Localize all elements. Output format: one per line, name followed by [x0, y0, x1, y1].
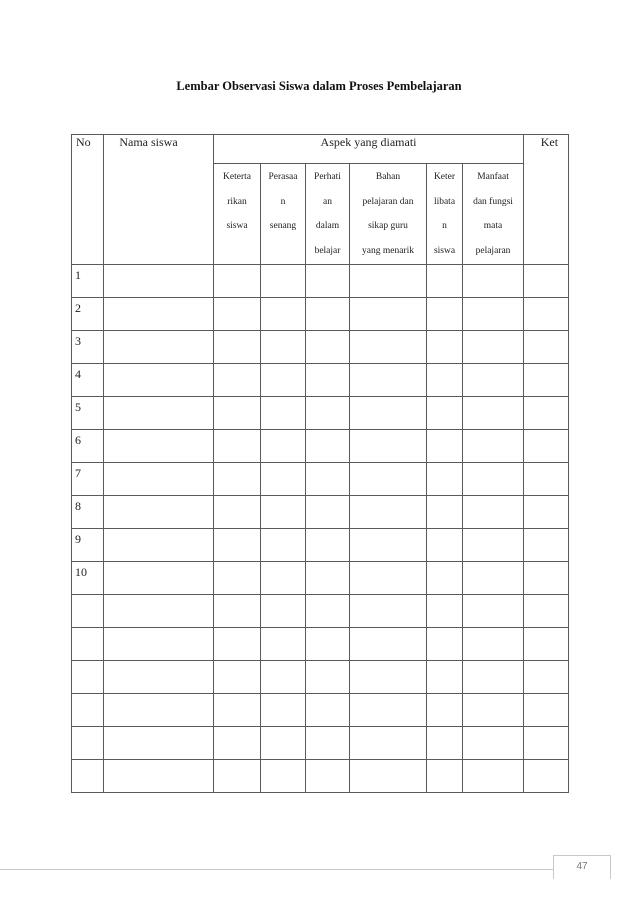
table-cell [306, 331, 350, 364]
table-cell [463, 463, 524, 496]
table-cell [104, 628, 214, 661]
table-cell [524, 562, 569, 595]
table-cell [463, 595, 524, 628]
aspect-header-line: sikap guru [368, 221, 408, 231]
row-number: 10 [72, 562, 104, 595]
table-cell [350, 298, 427, 331]
table-cell [350, 760, 427, 793]
table-row [72, 595, 569, 628]
table-cell [524, 595, 569, 628]
table-cell [214, 364, 261, 397]
table-cell [350, 628, 427, 661]
table-row [72, 463, 569, 496]
table-row [72, 661, 569, 694]
table-cell [463, 430, 524, 463]
table-row [72, 331, 569, 364]
aspect-header-line: dalam [315, 221, 340, 231]
table-cell [261, 628, 306, 661]
table-cell [350, 694, 427, 727]
table-cell [306, 463, 350, 496]
table-cell [463, 265, 524, 298]
table-cell [306, 397, 350, 430]
page-number: 47 [553, 855, 611, 879]
aspect-header-2 [261, 164, 306, 265]
table-cell [427, 463, 463, 496]
table-cell [524, 463, 569, 496]
table-cell [261, 595, 306, 628]
table-cell [306, 727, 350, 760]
table-cell [306, 265, 350, 298]
table-cell [463, 661, 524, 694]
table-cell [261, 496, 306, 529]
table-row [72, 397, 569, 430]
table-row [72, 694, 569, 727]
table-cell [306, 562, 350, 595]
aspect-header-line: Keter [433, 172, 456, 182]
aspect-header-line: Manfaat [477, 172, 509, 182]
table-cell [261, 760, 306, 793]
row-number [72, 727, 104, 760]
aspect-header-line: n [442, 221, 447, 231]
table-cell [427, 661, 463, 694]
row-number: 3 [72, 331, 104, 364]
table-cell [524, 397, 569, 430]
row-number: 8 [72, 496, 104, 529]
table-cell [350, 595, 427, 628]
row-number: 1 [72, 265, 104, 298]
aspect-header-line: pelajaran [475, 245, 511, 256]
table-cell [427, 496, 463, 529]
table-cell [524, 331, 569, 364]
table-cell [427, 595, 463, 628]
table-cell [261, 694, 306, 727]
aspect-header-6 [463, 164, 524, 265]
table-cell [306, 694, 350, 727]
table-cell [350, 463, 427, 496]
row-number [72, 628, 104, 661]
table-cell [261, 562, 306, 595]
table-cell [104, 364, 214, 397]
row-number: 4 [72, 364, 104, 397]
table-cell [463, 628, 524, 661]
header-aspek: Aspek yang diamati [214, 135, 524, 164]
table-cell [214, 694, 261, 727]
aspect-header-line: n [280, 196, 286, 207]
table-cell [427, 364, 463, 397]
table-cell [104, 562, 214, 595]
table-cell [524, 265, 569, 298]
aspect-header-line: pelajaran dan [362, 196, 414, 207]
table-row [72, 562, 569, 595]
table-cell [463, 496, 524, 529]
table-row [72, 364, 569, 397]
aspect-header-line: siswa [226, 221, 248, 231]
table-cell [427, 628, 463, 661]
table-cell [306, 496, 350, 529]
table-cell [427, 727, 463, 760]
table-cell [524, 364, 569, 397]
aspect-header-line: siswa [433, 245, 456, 256]
aspect-header-line: belajar [314, 245, 341, 256]
table-cell [427, 760, 463, 793]
table-cell [463, 298, 524, 331]
table-cell [261, 727, 306, 760]
table-cell [463, 562, 524, 595]
table-cell [463, 397, 524, 430]
table-cell [350, 430, 427, 463]
table-cell [427, 529, 463, 562]
table-cell [427, 298, 463, 331]
table-cell [214, 463, 261, 496]
table-cell [214, 331, 261, 364]
aspect-header-line: yang menarik [362, 245, 414, 256]
row-number [72, 694, 104, 727]
table-cell [104, 397, 214, 430]
table-cell [427, 562, 463, 595]
table-cell [261, 463, 306, 496]
table-cell [350, 529, 427, 562]
table-cell [524, 496, 569, 529]
aspect-header-line: rikan [227, 196, 247, 207]
table-cell [350, 397, 427, 430]
table-cell [261, 364, 306, 397]
table-cell [214, 595, 261, 628]
table-cell [350, 562, 427, 595]
aspect-header-4 [350, 164, 427, 265]
row-number [72, 760, 104, 793]
table-cell [104, 727, 214, 760]
table-cell [427, 397, 463, 430]
table-cell [463, 760, 524, 793]
table-cell [214, 430, 261, 463]
aspect-header-3 [306, 164, 350, 265]
header-ket: Ket [524, 135, 569, 265]
table-cell [524, 430, 569, 463]
header-nama-siswa: Nama siswa [104, 135, 214, 265]
table-cell [104, 661, 214, 694]
table-cell [104, 331, 214, 364]
row-number: 6 [72, 430, 104, 463]
table-cell [306, 298, 350, 331]
table-cell [104, 496, 214, 529]
table-row [72, 265, 569, 298]
table-cell [214, 496, 261, 529]
row-number: 5 [72, 397, 104, 430]
table-cell [104, 298, 214, 331]
header-row [72, 135, 569, 164]
table-cell [214, 529, 261, 562]
table-cell [427, 694, 463, 727]
table-cell [350, 727, 427, 760]
table-cell [306, 529, 350, 562]
table-cell [350, 496, 427, 529]
table-cell [306, 430, 350, 463]
table-cell [214, 760, 261, 793]
table-row [72, 529, 569, 562]
table-cell [524, 661, 569, 694]
table-cell [306, 364, 350, 397]
table-cell [261, 529, 306, 562]
aspect-header-5 [427, 164, 463, 265]
aspect-header-line: libata [433, 196, 456, 207]
table-cell [427, 430, 463, 463]
table-cell [261, 397, 306, 430]
table-row [72, 760, 569, 793]
table-cell [306, 595, 350, 628]
table-cell [214, 628, 261, 661]
table-cell [427, 265, 463, 298]
table-cell [524, 760, 569, 793]
row-number [72, 661, 104, 694]
table-cell [350, 265, 427, 298]
table-cell [214, 397, 261, 430]
row-number: 2 [72, 298, 104, 331]
table-cell [261, 430, 306, 463]
table-cell [524, 694, 569, 727]
table-cell [524, 628, 569, 661]
table-cell [104, 430, 214, 463]
table-cell [463, 364, 524, 397]
aspect-header-1 [214, 164, 261, 265]
table-cell [463, 727, 524, 760]
table-cell [524, 727, 569, 760]
table-row [72, 727, 569, 760]
table-cell [463, 331, 524, 364]
table-cell [463, 694, 524, 727]
row-number: 9 [72, 529, 104, 562]
row-number: 7 [72, 463, 104, 496]
footer-divider [0, 869, 553, 870]
table-cell [306, 661, 350, 694]
table-cell [214, 265, 261, 298]
table-cell [261, 661, 306, 694]
aspect-header-line: senang [269, 221, 297, 231]
table-cell [261, 265, 306, 298]
table-cell [350, 661, 427, 694]
table-cell [350, 364, 427, 397]
table-cell [261, 331, 306, 364]
aspect-header-line: an [323, 196, 332, 207]
table-cell [104, 265, 214, 298]
table-cell [104, 595, 214, 628]
aspect-header-line: Keterta [223, 172, 251, 182]
table-cell [427, 331, 463, 364]
table-row [72, 628, 569, 661]
table-row [72, 496, 569, 529]
aspect-header-line: dan fungsi [473, 196, 513, 207]
table-cell [104, 760, 214, 793]
table-cell [214, 298, 261, 331]
table-cell [104, 463, 214, 496]
aspect-header-line: mata [483, 221, 503, 231]
aspect-header-line: Perasaa [268, 172, 298, 182]
table-cell [261, 298, 306, 331]
table-cell [104, 529, 214, 562]
observation-table [71, 134, 569, 793]
header-no: No [72, 135, 104, 265]
table-cell [104, 694, 214, 727]
table-cell [214, 727, 261, 760]
table-cell [524, 529, 569, 562]
aspect-header-line: Perhati [314, 172, 341, 182]
table-cell [524, 298, 569, 331]
table-cell [306, 760, 350, 793]
table-cell [463, 529, 524, 562]
table-row [72, 298, 569, 331]
aspect-header-line: Bahan [375, 172, 401, 182]
table-cell [350, 331, 427, 364]
table-cell [306, 628, 350, 661]
row-number [72, 595, 104, 628]
table-row [72, 430, 569, 463]
table-cell [214, 661, 261, 694]
table-cell [214, 562, 261, 595]
page-title: Lembar Observasi Siswa dalam Proses Pembelajaran [176, 79, 462, 93]
